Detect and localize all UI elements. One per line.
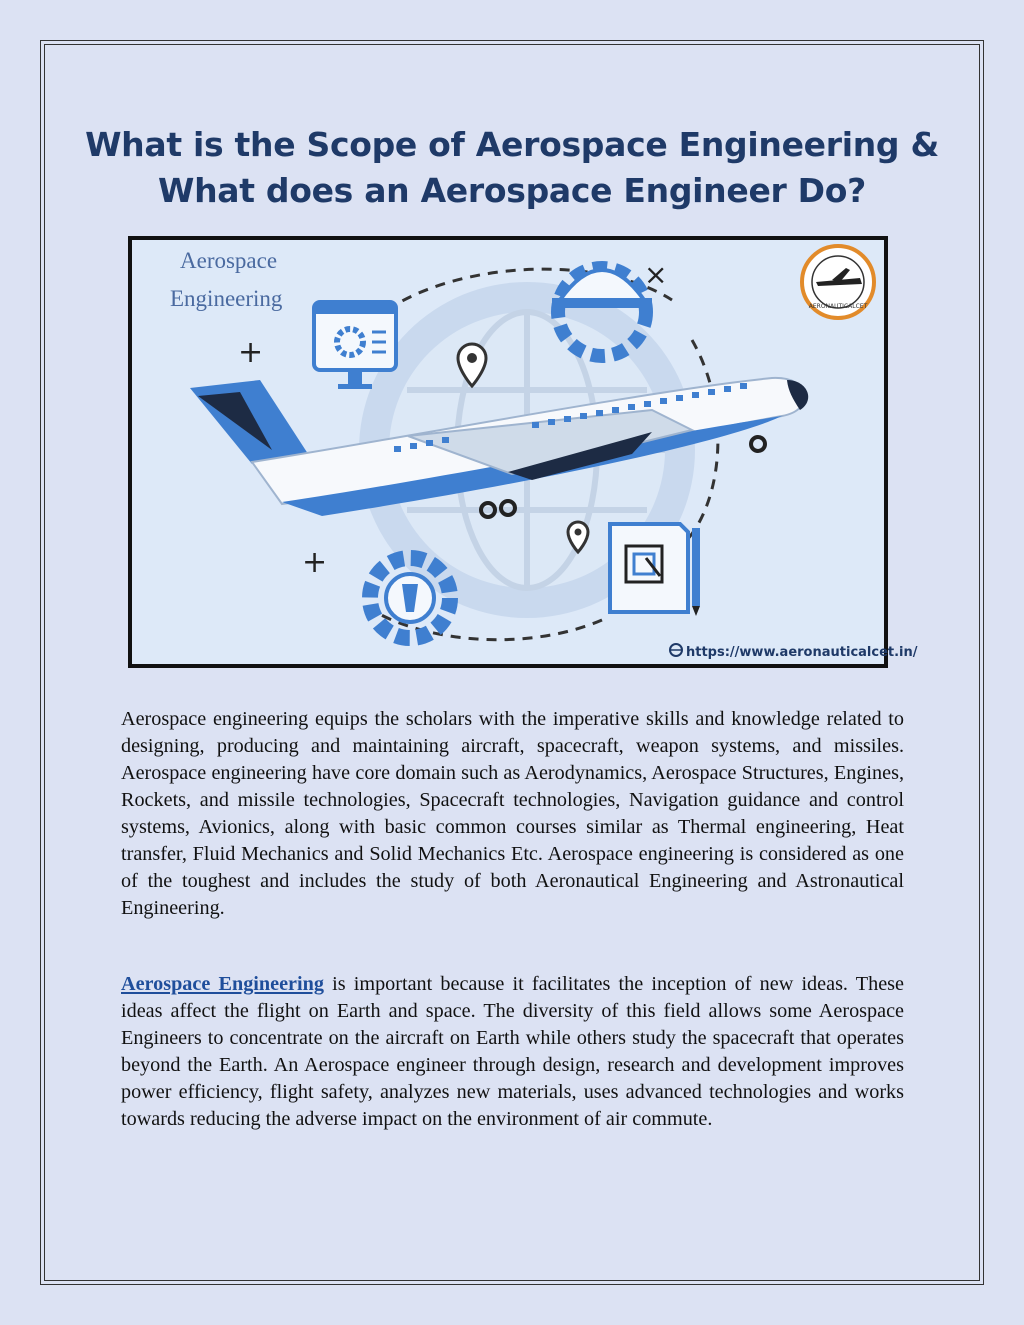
website-url xyxy=(670,644,918,660)
hero-heading-line-1: Aerospace xyxy=(180,248,278,273)
paragraph-scope: Aerospace engineering equips the scholars with the imperative skills and knowledge related to designing, producing and maintaining aircraft, spacecraft, weapon systems, and missiles. Aerospace engineering have core domain such as Aerodynamics, Aerospace Structures, Engines, Rockets, and missile technologies, Spacecraft technologies, Navigation guidance and control systems, Avionics, along with basic common courses similar as Thermal engineering, Heat transfer, Fluid Mechanics and Solid Mechanics Etc. Aerospace engineering is considered as one of the toughest and includes the study of both Aeronautical Engineering and Astronautical Engineering. xyxy=(121,708,904,919)
drawing-board-icon xyxy=(610,524,700,616)
hero-heading-line-2: Engineering xyxy=(170,286,283,311)
plus-icon: + xyxy=(302,545,328,580)
aeronauticalcet-logo xyxy=(802,246,874,318)
aerospace-illustration xyxy=(132,240,918,664)
paragraph-importance xyxy=(121,971,904,1133)
aerospace-engineering-link[interactable]: Aerospace Engineering xyxy=(121,973,324,995)
svg-text:AERONAUTICALCET: AERONAUTICALCET xyxy=(808,303,868,310)
plus-icon: + xyxy=(238,335,264,370)
hero-illustration xyxy=(128,236,918,668)
website-url-text: https://www.aeronauticalcet.in/ xyxy=(686,645,918,660)
cross-icon: × xyxy=(644,258,668,291)
paragraph-importance-text: is important because it facilitates the inception of new ideas. These ideas affect the flight on Earth and space. The diversity of this field allows some Aerospace Engineers to concentrate on the aircraft on Earth while others study the spacecraft that operates beyond the Earth. An Aerospace engineer through design, research and development improves power efficiency, flight safety, analyzes new materials, uses advanced technologies and works towards reducing the adverse impact on the environment of air commute. xyxy=(121,973,904,1130)
title-line-2: What does an Aerospace Engineer Do? xyxy=(157,171,866,210)
page-title xyxy=(60,122,964,214)
title-line-1: What is the Scope of Aerospace Engineering & xyxy=(85,125,939,164)
